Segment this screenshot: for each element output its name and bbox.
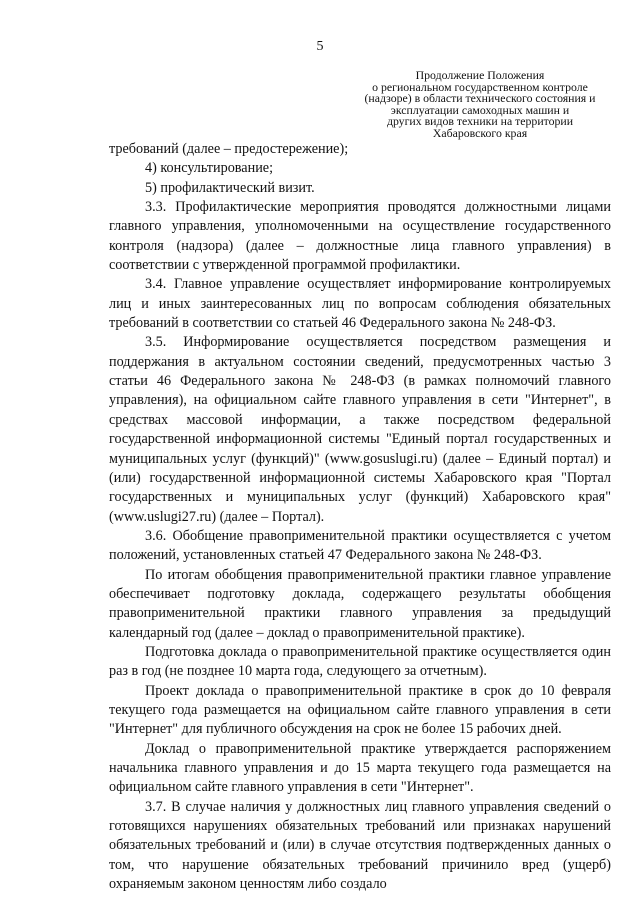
paragraph: Подготовка доклада о правоприменительной практике осуществляется один раз в год (не позднее 10 марта года, следующего за отчетным). <box>109 643 611 680</box>
header-line: Продолжение Положения <box>415 68 545 82</box>
paragraph-continuation: требований (далее – предостережение); <box>109 141 349 157</box>
header-line: о региональном государственном контроле <box>372 79 588 94</box>
document-body <box>109 140 611 894</box>
page-number: 5 <box>316 39 324 54</box>
paragraph-3-4: 3.4. Главное управление осуществляет информирование контролируемых лиц и иных заинтересованных лиц по вопросам соблюдения обязательных требований в соответствии со статьей 46 Федерального закона № 248-ФЗ. <box>109 276 611 332</box>
header-line: других видов техники на территории <box>386 114 574 129</box>
paragraph-3-3: 3.3. Профилактические мероприятия проводятся должностными лицами главного управления, уполномоченными на осуществление государственного контроля (надзора) (далее – должностные лица главного управления) в соответствии с утвержденной программой профилактики. <box>109 199 611 274</box>
list-item: 4) консультирование; <box>145 160 274 177</box>
header-line: (надзоре) в области технического состояния и <box>364 91 596 106</box>
header-line: эксплуатации самоходных машин и <box>390 102 570 117</box>
header-line: Хабаровского края <box>432 125 528 140</box>
paragraph-3-6: 3.6. Обобщение правоприменительной практики осуществляется с учетом положений, установленных статьей 47 Федерального закона № 248-ФЗ. <box>109 527 611 564</box>
paragraph-3-7: 3.7. В случае наличия у должностных лиц главного управления сведений о готовящихся нарушениях обязательных требований или признаках нарушений обязательных требований и (или) в случае отсутствия подтвержденных данных о том, что нарушение обязательных требований причинило вред (ущерб) охраняемым законом ценностям либо создало <box>109 798 611 893</box>
list-item: 5) профилактический визит. <box>145 179 315 196</box>
paragraph: По итогам обобщения правоприменительной практики главное управление обеспечивает подготовку доклада, содержащего результаты обобщения правоприменительной практики главного управления за предыдущий календарный год (далее – доклад о правоприменительной практике). <box>109 566 611 641</box>
paragraph: Проект доклада о правоприменительной практике в срок до 10 февраля текущего года размещается на официальном сайте главного управления в сети "Интернет" для публичного обсуждения на срок не более 15 рабочих дней. <box>109 682 611 738</box>
continuation-header <box>348 70 612 140</box>
paragraph: Доклад о правоприменительной практике утверждается распоряжением начальника главного управления и до 15 марта текущего года размещается на официальном сайте главного управления в сети "Интернет". <box>109 740 611 796</box>
paragraph-3-5: 3.5. Информирование осуществляется посредством размещения и поддержания в актуальном состоянии сведений, предусмотренных частью 3 статьи 46 Федерального закона № 248-ФЗ (в рамках полномочий главного управления), на официальном сайте главного управления в сети "Интернет", в средствах массовой информации, а также посредством федеральной государственной информационной системы "Единый портал государственных и муниципальных услуг (функций)" (www.gosuslugi.ru) (далее – Единый портал) и (или) государственной информационной системы Хабаровского края "Портал государственных и муниципальных услуг (функций) Хабаровского края" (www.uslugi27.ru) (далее – Портал). <box>109 334 611 525</box>
